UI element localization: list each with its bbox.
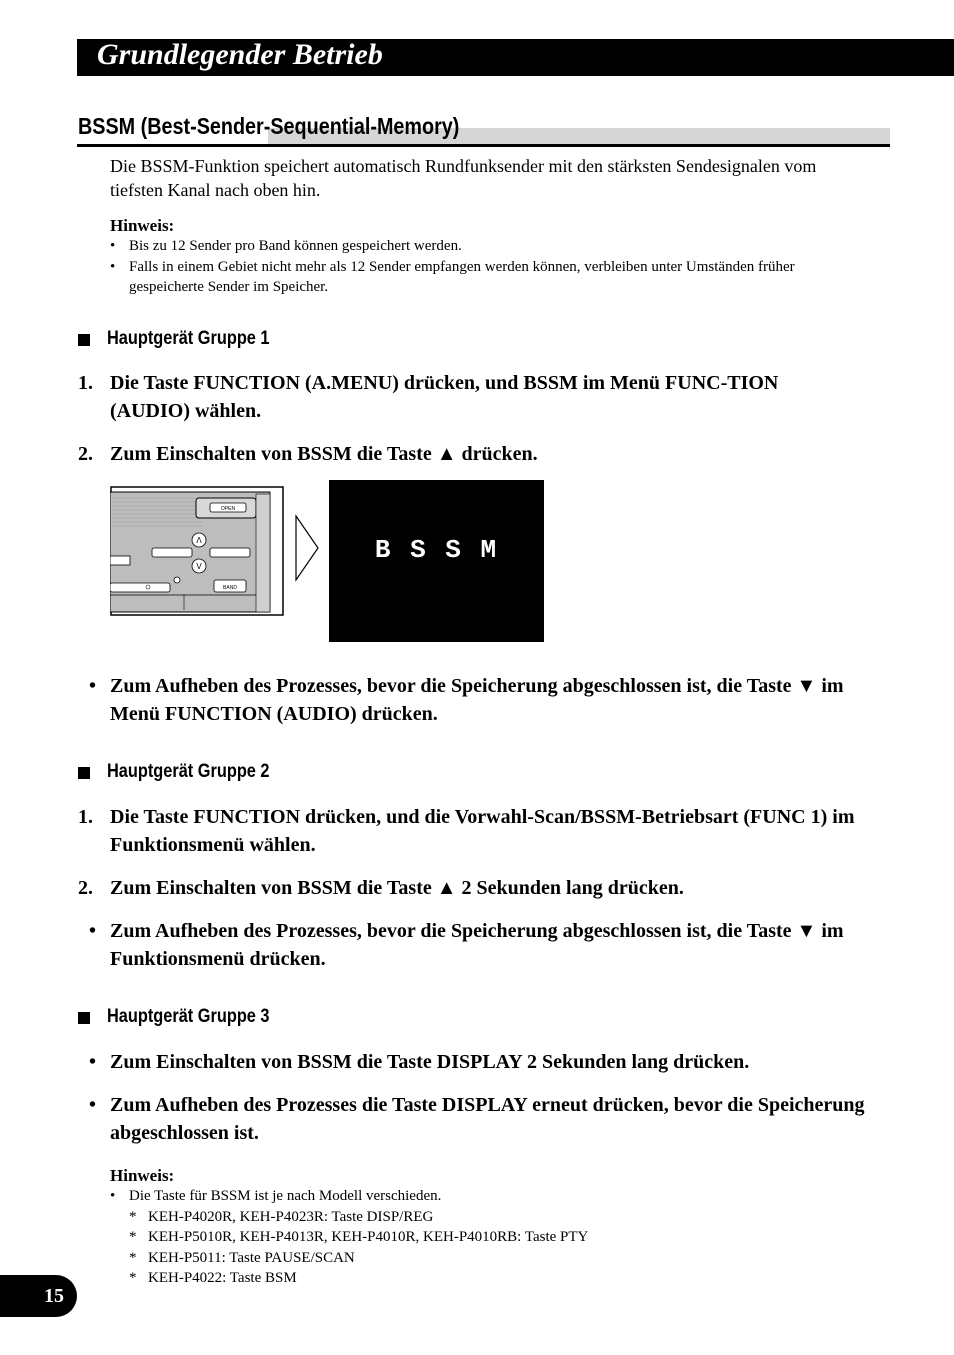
head-unit-illustration [110,484,290,618]
subsection-title: Hauptgerät Gruppe 1 [107,328,270,349]
model-note: KEH-P4022: Taste BSM [148,1270,297,1286]
open-button-label: OPEN [220,506,236,512]
arrow-right-icon [294,514,320,582]
page-number: 15 [44,1285,64,1307]
bullet-icon: • [110,238,116,254]
note-item: Die Taste für BSSM ist je nach Modell verschieden. [129,1188,442,1204]
step-text: Die Taste FUNCTION drücken, und die Vorwahl-Scan/BSSM-Betriebsart (FUNC 1) im Funktionsmenü wählen. [110,806,855,856]
up-button-label: Λ [196,536,202,545]
bullet-icon: • [110,259,116,275]
bullet-text: Zum Aufheben des Prozesses, bevor die Speicherung abgeschlossen ist, die Taste ▼ im Menü FUNCTION (AUDIO) drücken. [110,675,844,725]
bullet-text: Zum Einschalten von BSSM die Taste DISPLAY 2 Sekunden lang drücken. [110,1051,750,1073]
step-number: 1. [78,806,93,828]
bullet-icon: • [110,1188,116,1204]
bullet-text: Zum Aufheben des Prozesses die Taste DISPLAY erneut drücken, bevor die Speicherung abgeschlossen ist. [110,1094,865,1144]
step-text: Zum Einschalten von BSSM die Taste ▲ drücken. [110,443,538,465]
step-text: Zum Einschalten von BSSM die Taste ▲ 2 Sekunden lang drücken. [110,877,684,899]
bullet-text: Zum Aufheben des Prozesses, bevor die Speicherung abgeschlossen ist, die Taste ▼ im Funktionsmenü drücken. [110,920,844,970]
step-number: 2. [78,443,93,465]
step-number: 2. [78,877,93,899]
note-item: Falls in einem Gebiet nicht mehr als 12 Sender empfangen werden können, verbleiben unter Umständen früher gespeicherte Sender im Speicher. [129,259,795,295]
note-item: Bis zu 12 Sender pro Band können gespeichert werden. [129,238,462,254]
lcd-display-text: B S S M [374,535,499,565]
down-button-label: V [196,562,202,571]
asterisk-icon: * [129,1270,137,1286]
chapter-title: Grundlegender Betrieb [97,38,383,71]
page-number-tab [0,1275,77,1317]
square-bullet-icon [78,334,90,346]
asterisk-icon: * [129,1250,137,1266]
step-number: 1. [78,372,93,394]
asterisk-icon: * [129,1209,137,1225]
step-text: Die Taste FUNCTION (A.MENU) drücken, und BSSM im Menü FUNC-TION (AUDIO) wählen. [110,372,779,422]
note-heading: Hinweis: [110,216,175,235]
bullet-icon: • [89,675,97,697]
bullet-icon: • [89,1094,97,1116]
intro-paragraph: Die BSSM-Funktion speichert automatisch Rundfunksender mit den stärksten Sendesignalen vom tiefsten Kanal nach oben hin. [110,156,817,200]
subsection-title: Hauptgerät Gruppe 2 [107,761,270,782]
model-note: KEH-P5010R, KEH-P4013R, KEH-P4010R, KEH-P4010RB: Taste PTY [148,1229,589,1245]
section-title: BSSM (Best-Sender-Sequential-Memory) [78,113,460,139]
subsection-title: Hauptgerät Gruppe 3 [107,1006,270,1027]
square-bullet-icon [78,1012,90,1024]
band-button-label: BAND [223,585,237,591]
note-heading: Hinweis: [110,1166,175,1185]
square-bullet-icon [78,767,90,779]
model-note: KEH-P4020R, KEH-P4023R: Taste DISP/REG [148,1209,434,1225]
section-title-rule [77,144,890,147]
bullet-icon: • [89,920,97,942]
asterisk-icon: * [129,1229,137,1245]
model-note: KEH-P5011: Taste PAUSE/SCAN [148,1250,355,1266]
bullet-icon: • [89,1051,97,1073]
